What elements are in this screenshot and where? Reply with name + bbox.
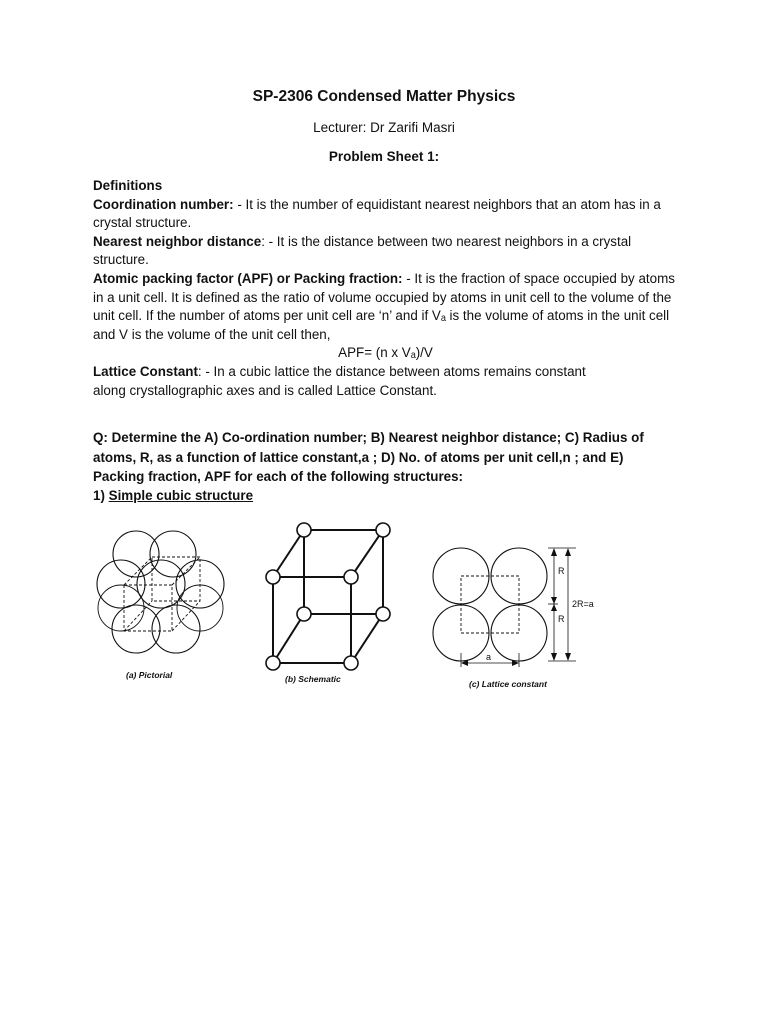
definition-apf — [93, 270, 678, 344]
lecturer-line: Lecturer: Dr Zarifi Masri — [313, 120, 455, 135]
term-coordination: Coordination number: — [93, 196, 234, 212]
term-apf: Atomic packing factor (APF) or Packing fraction: — [93, 270, 403, 286]
term-lattice-constant: Lattice Constant — [93, 363, 198, 379]
definition-coordination — [93, 196, 678, 233]
label-r-top: R — [558, 566, 565, 576]
caption-pictorial: (a) Pictorial — [126, 670, 173, 680]
text-lattice-constant-1: : - In a cubic lattice the distance between atoms remains constant — [197, 363, 586, 379]
caption-lattice-constant: (c) Lattice constant — [469, 679, 547, 689]
text-nearest-neighbor: : - It is the distance between two nearest neighbors in a crystal structure. — [93, 233, 632, 268]
definitions-heading: Definitions — [93, 178, 163, 193]
label-a: a — [486, 652, 492, 662]
section-heading — [93, 487, 678, 506]
figure-pictorial — [97, 531, 224, 653]
label-r-bottom: R — [558, 614, 565, 624]
document-body — [93, 177, 678, 506]
text-coordination: - It is the number of equidistant nearest neighbors that an atom has in a crystal structure. — [93, 196, 661, 231]
question-text: Q: Determine the A) Co-ordination number; B) Nearest neighbor distance; C) Radius of atoms, R, as a function of lattice constant,a ; D) No. of atoms per unit cell,n ; and E) Packing fraction, APF for each of the following structures: — [93, 430, 644, 485]
section-number: 1) — [93, 487, 105, 503]
figure-schematic — [266, 523, 390, 670]
apf-formula: APF= (n x Vₐ)/V — [338, 345, 433, 361]
problem-sheet-heading: Problem Sheet 1: — [328, 149, 440, 164]
figure-row — [88, 520, 608, 700]
document-title: SP-2306 Condensed Matter Physics — [252, 88, 516, 105]
definition-nearest-neighbor — [93, 233, 678, 270]
text-apf: - It is the fraction of space occupied by atoms in a unit cell. It is defined as the ratio of volume occupied by atoms in unit cell to the volume of the unit cell. If the number of atoms per unit cell are ‘n’ and if Vₐ is the volume of atoms in the unit cell and V is the volume of the unit cell then, — [93, 270, 675, 342]
section-label: Simple cubic structure — [108, 487, 254, 503]
label-2r-equals-a: 2R=a — [572, 599, 594, 609]
caption-schematic: (b) Schematic — [285, 674, 341, 684]
definition-lattice-constant — [93, 363, 678, 382]
term-nearest-neighbor: Nearest neighbor distance — [93, 233, 262, 249]
lattice-constant-continued: along crystallographic axes and is called Lattice Constant. — [93, 382, 437, 398]
figure-lattice-constant — [433, 548, 576, 667]
